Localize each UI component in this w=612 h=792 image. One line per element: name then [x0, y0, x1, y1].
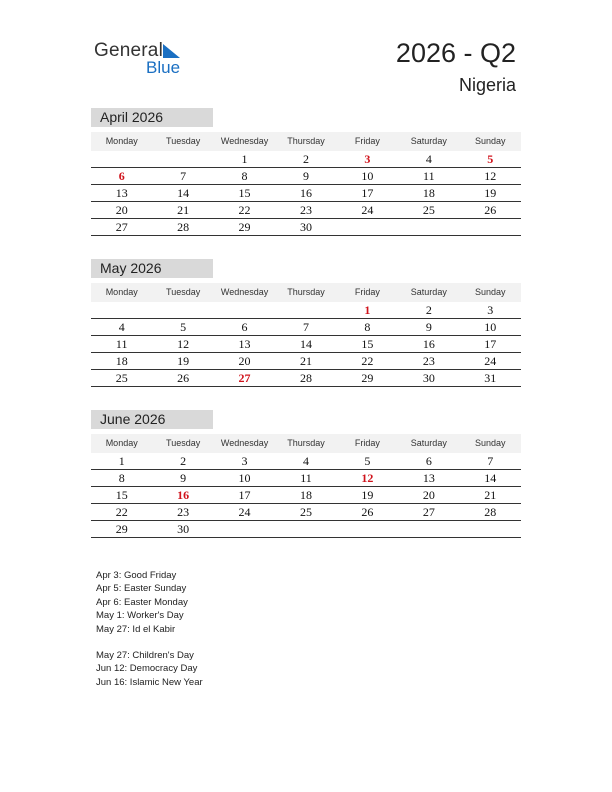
date-cell: 20 [115, 203, 128, 217]
month-block-april [91, 108, 521, 236]
logo-word-blue: Blue [146, 58, 181, 77]
date-cell: 3 [241, 454, 248, 468]
date-cell: 16 [299, 186, 312, 200]
date-cell: 11 [423, 169, 435, 183]
date-cell: 5 [180, 320, 187, 334]
date-cell: 15 [115, 488, 128, 502]
date-cell: 3 [487, 303, 494, 317]
week-row [91, 504, 521, 521]
date-cell: 9 [302, 169, 309, 183]
weekday-label: Thursday [287, 287, 325, 297]
date-cell: 8 [241, 169, 248, 183]
weekday-label: Thursday [287, 438, 325, 448]
date-cell: 18 [422, 186, 435, 200]
holiday-date: 1 [364, 303, 371, 317]
date-cell: 4 [118, 320, 125, 334]
holiday-date: 3 [364, 152, 371, 166]
holiday-note: May 27: Children's Day [96, 650, 194, 662]
date-cell: 23 [299, 203, 312, 217]
holiday-date: 16 [177, 488, 190, 502]
date-cell: 4 [425, 152, 432, 166]
date-cell: 13 [238, 337, 251, 351]
month-block-may [91, 259, 521, 387]
date-cell: 13 [422, 471, 435, 485]
date-cell: 10 [484, 320, 497, 334]
week-row [91, 370, 521, 387]
date-cell: 25 [422, 203, 435, 217]
date-cell [91, 302, 152, 318]
date-cell: 17 [361, 186, 374, 200]
weekday-label: Wednesday [220, 287, 269, 297]
date-cell: 21 [299, 354, 312, 368]
weekday-header-row [91, 132, 521, 151]
date-cell: 30 [177, 522, 190, 536]
date-cell: 7 [180, 169, 187, 183]
date-cell: 21 [484, 488, 497, 502]
week-row [91, 151, 521, 168]
date-cell: 4 [302, 454, 309, 468]
date-cell [337, 219, 398, 235]
date-cell: 13 [115, 186, 128, 200]
date-cell: 23 [422, 354, 435, 368]
week-row [91, 219, 521, 236]
date-cell [460, 219, 521, 235]
date-cell: 19 [361, 488, 374, 502]
date-cell [152, 151, 213, 167]
date-cell: 1 [118, 454, 125, 468]
weekday-label: Monday [105, 136, 138, 146]
date-cell: 24 [361, 203, 374, 217]
date-cell [91, 151, 152, 167]
date-cell [337, 521, 398, 537]
date-cell: 14 [299, 337, 312, 351]
weekday-label: Tuesday [166, 287, 201, 297]
date-cell: 20 [238, 354, 251, 368]
holiday-date: 5 [487, 152, 494, 166]
date-cell: 7 [487, 454, 494, 468]
date-cell: 2 [425, 303, 432, 317]
week-row [91, 202, 521, 219]
holiday-note: May 27: Id el Kabir [96, 623, 176, 635]
holiday-note: May 1: Worker's Day [96, 610, 184, 622]
weekday-label: Friday [354, 287, 380, 297]
date-cell: 19 [177, 354, 190, 368]
page-title: 2026 - Q2 [395, 38, 516, 68]
month-label: April 2026 [91, 108, 213, 127]
date-cell: 15 [361, 337, 374, 351]
date-cell: 14 [177, 186, 190, 200]
holiday-date: 6 [118, 169, 125, 183]
country-name: Nigeria [458, 75, 516, 95]
date-cell: 8 [118, 471, 125, 485]
generalblue-logo [94, 40, 194, 80]
weekday-label: Wednesday [220, 136, 269, 146]
date-cell: 27 [422, 505, 435, 519]
weekday-label: Sunday [474, 136, 506, 146]
weekday-label: Friday [354, 136, 380, 146]
weekday-label: Tuesday [166, 136, 201, 146]
date-cell [398, 219, 459, 235]
date-cell: 9 [425, 320, 432, 334]
week-row [91, 521, 521, 538]
date-cell: 14 [484, 471, 497, 485]
date-cell [214, 521, 275, 537]
date-cell: 28 [484, 505, 497, 519]
date-cell: 22 [238, 203, 251, 217]
date-cell [275, 302, 336, 318]
date-cell: 29 [238, 220, 251, 234]
date-cell: 1 [241, 152, 248, 166]
weekday-label: Saturday [410, 287, 447, 297]
week-row [91, 319, 521, 336]
date-cell: 12 [484, 169, 497, 183]
holiday-date: 27 [238, 371, 251, 385]
date-cell: 30 [422, 371, 435, 385]
weekday-label: Monday [105, 438, 138, 448]
date-cell: 20 [422, 488, 435, 502]
holiday-note: Apr 6: Easter Monday [96, 596, 188, 608]
date-cell: 30 [299, 220, 312, 234]
holiday-note: Jun 12: Democracy Day [96, 663, 198, 675]
date-cell: 26 [177, 371, 190, 385]
week-row [91, 453, 521, 470]
date-cell: 26 [484, 203, 497, 217]
date-cell: 27 [115, 220, 128, 234]
date-cell: 23 [177, 505, 190, 519]
logo-triangle-icon [161, 43, 181, 59]
weekday-label: Monday [105, 287, 138, 297]
week-row [91, 470, 521, 487]
holiday-notes-group-1 [96, 569, 203, 636]
weekday-label: Wednesday [220, 438, 269, 448]
date-cell: 7 [302, 320, 309, 334]
date-cell: 11 [115, 337, 128, 351]
holiday-notes [96, 569, 203, 689]
date-cell: 17 [238, 488, 251, 502]
date-cell: 11 [300, 471, 312, 485]
date-cell: 16 [422, 337, 435, 351]
date-cell: 6 [425, 454, 432, 468]
date-cell: 15 [238, 186, 251, 200]
date-cell: 25 [299, 505, 312, 519]
date-cell: 6 [241, 320, 248, 334]
date-cell: 17 [484, 337, 497, 351]
holiday-note: Jun 16: Islamic New Year [96, 676, 203, 688]
weekday-label: Tuesday [166, 438, 201, 448]
weekday-label: Thursday [287, 136, 325, 146]
date-cell [214, 302, 275, 318]
weekday-header-row [91, 434, 521, 453]
weekday-header-row [91, 283, 521, 302]
weekday-label: Saturday [410, 136, 447, 146]
date-cell: 29 [361, 371, 374, 385]
date-cell: 24 [484, 354, 497, 368]
date-cell: 28 [299, 371, 312, 385]
date-cell: 8 [364, 320, 371, 334]
month-block-june [91, 410, 521, 538]
month-label: May 2026 [91, 259, 213, 278]
weekday-label: Sunday [474, 287, 506, 297]
date-cell: 12 [177, 337, 190, 351]
week-row [91, 487, 521, 504]
date-cell [152, 302, 213, 318]
holiday-notes-group-2 [96, 649, 203, 689]
week-row [91, 336, 521, 353]
date-cell: 5 [364, 454, 371, 468]
date-cell: 25 [115, 371, 128, 385]
date-cell [460, 521, 521, 537]
weekday-label: Sunday [474, 438, 506, 448]
date-cell: 31 [484, 371, 497, 385]
date-cell: 29 [115, 522, 128, 536]
week-row [91, 302, 521, 319]
date-cell [275, 521, 336, 537]
week-row [91, 168, 521, 185]
weekday-label: Saturday [410, 438, 447, 448]
holiday-date: 12 [361, 471, 374, 485]
date-cell: 24 [238, 505, 251, 519]
date-cell: 18 [299, 488, 312, 502]
week-row [91, 185, 521, 202]
date-cell: 18 [115, 354, 128, 368]
holiday-note: Apr 3: Good Friday [96, 570, 177, 581]
date-cell: 10 [238, 471, 251, 485]
date-cell: 10 [361, 169, 374, 183]
date-cell: 2 [302, 152, 309, 166]
date-cell: 2 [180, 454, 187, 468]
date-cell [398, 521, 459, 537]
date-cell: 26 [361, 505, 374, 519]
date-cell: 28 [177, 220, 190, 234]
date-cell: 9 [180, 471, 187, 485]
date-cell: 22 [115, 505, 128, 519]
weekday-label: Friday [354, 438, 380, 448]
logo-word-general: General [94, 40, 163, 61]
date-cell: 19 [484, 186, 497, 200]
week-row [91, 353, 521, 370]
holiday-note: Apr 5: Easter Sunday [96, 583, 187, 595]
month-label: June 2026 [91, 410, 213, 429]
date-cell: 21 [177, 203, 190, 217]
date-cell: 22 [361, 354, 374, 368]
